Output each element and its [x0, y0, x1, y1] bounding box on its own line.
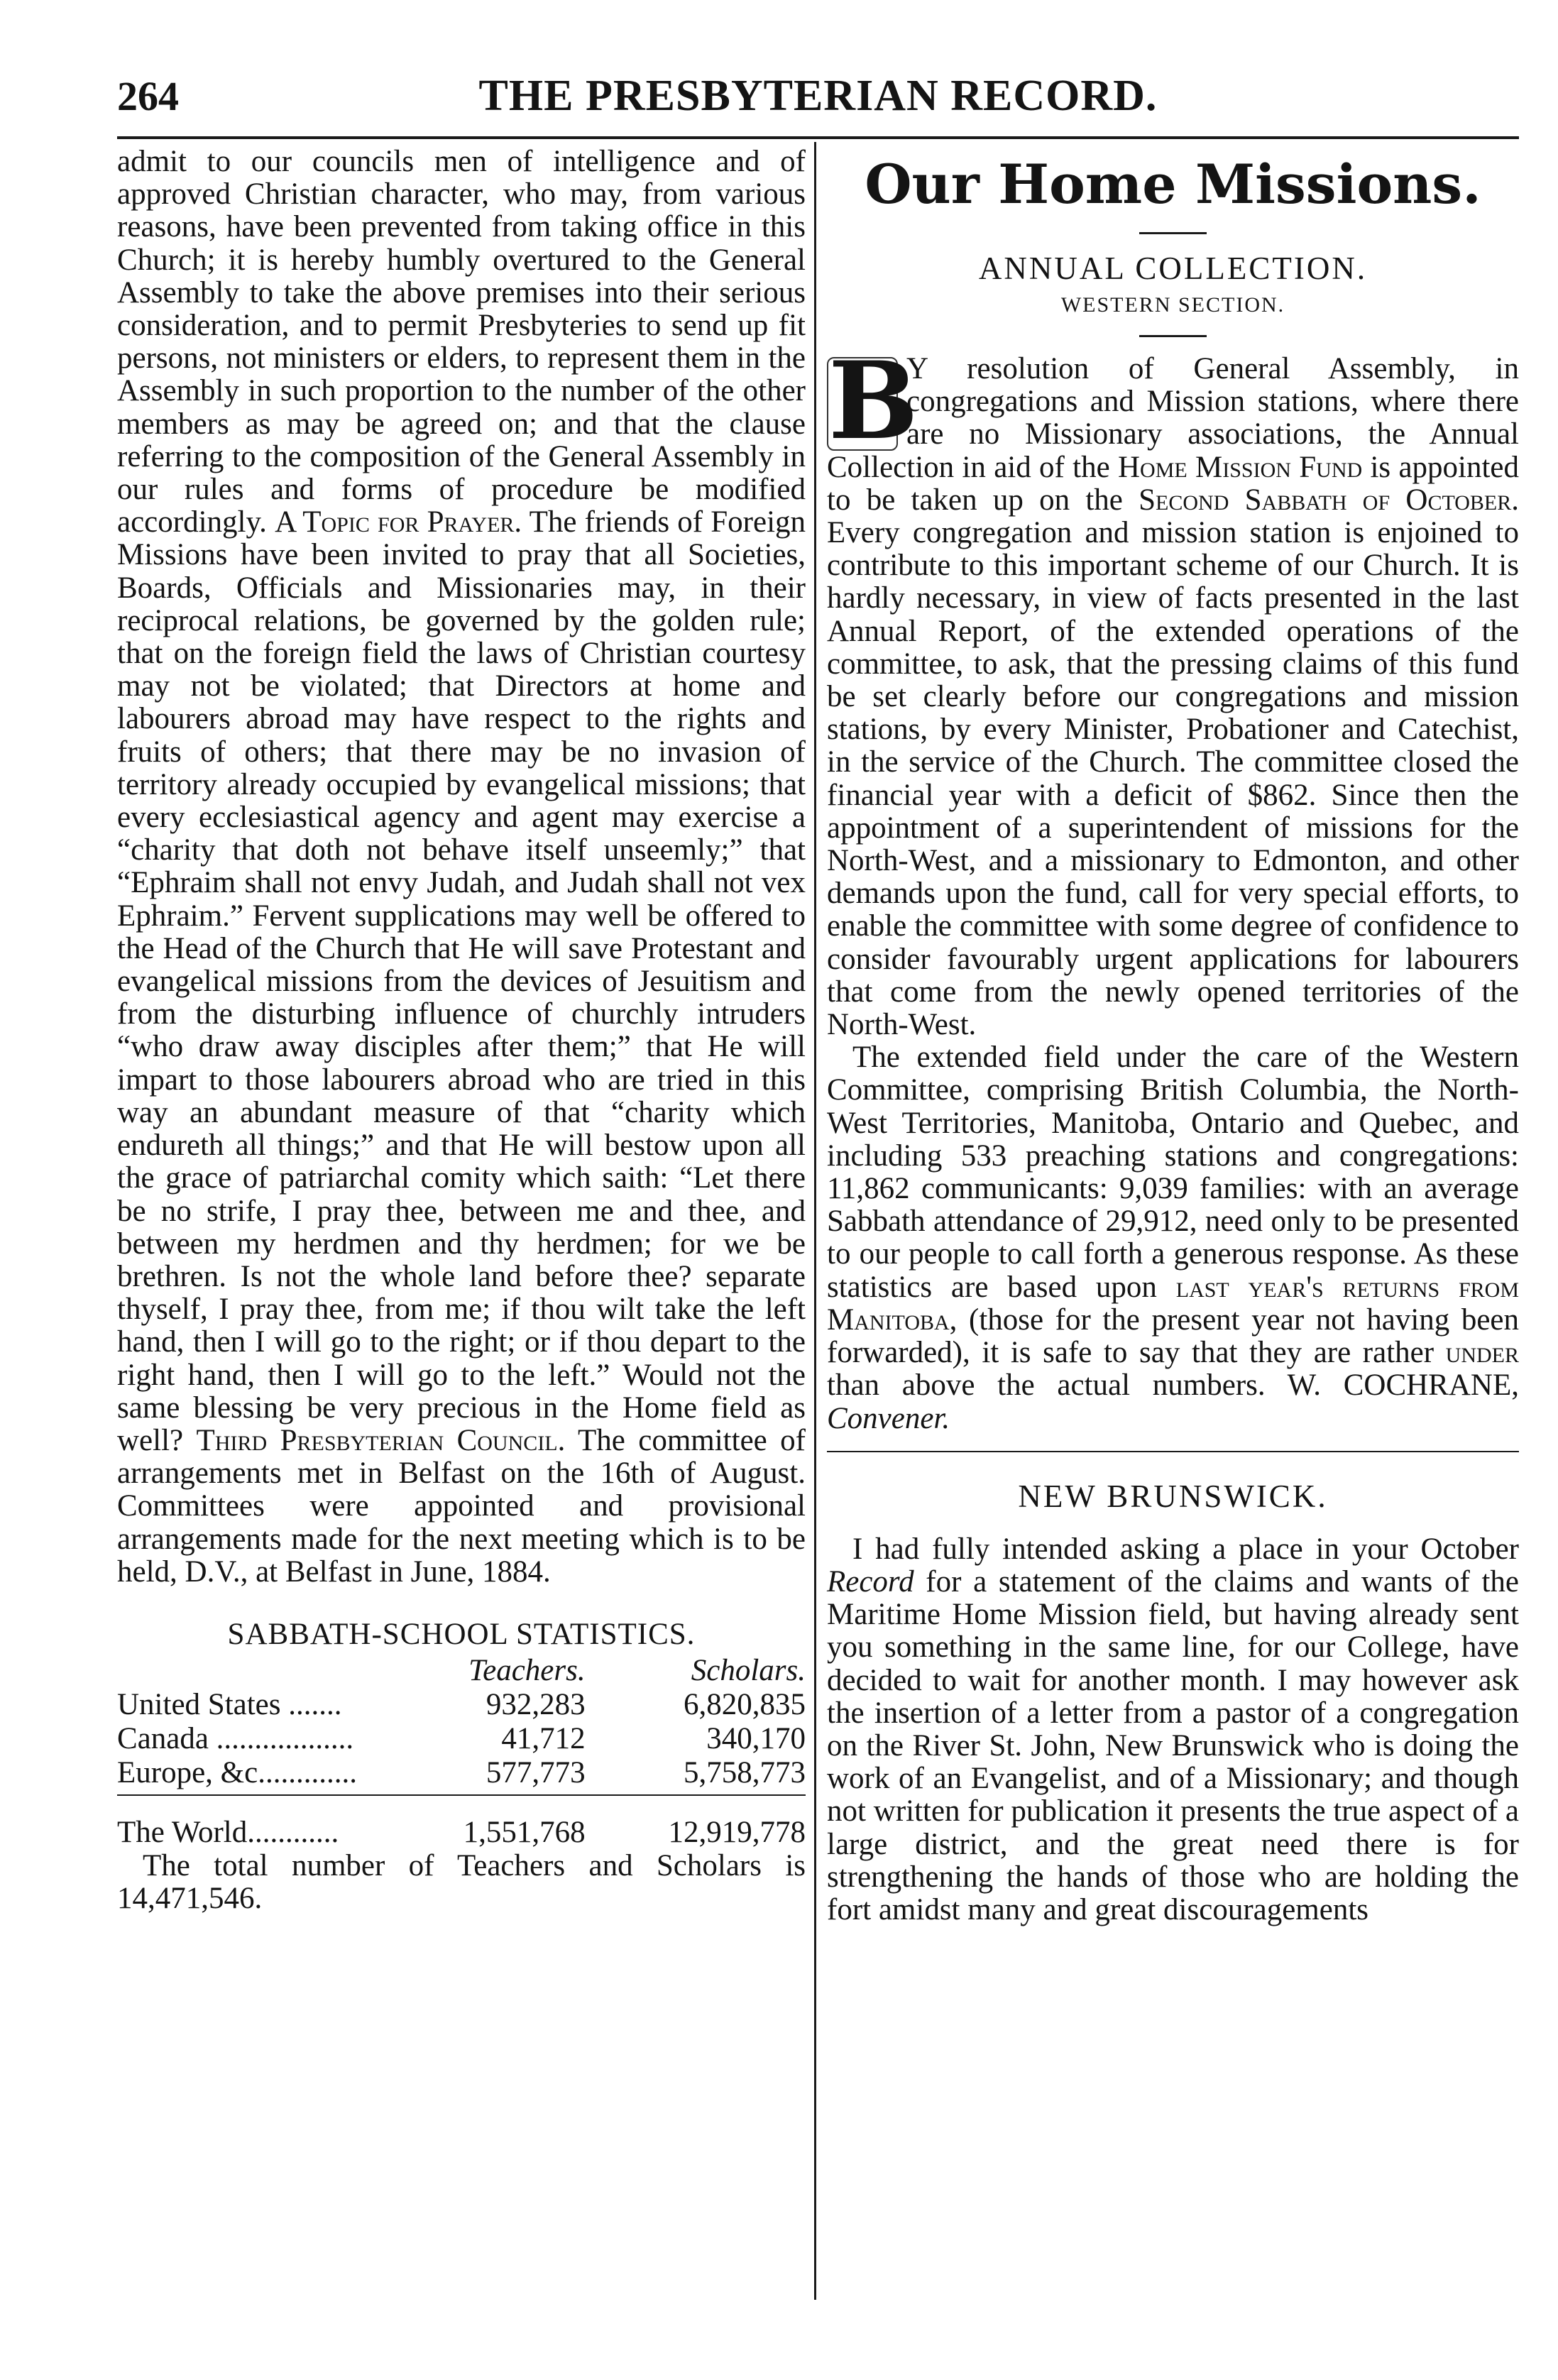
total-label: The World............: [117, 1815, 339, 1849]
teachers-value: 932,283: [485, 1687, 586, 1721]
topic-for-prayer-label: A Topic for Prayer.: [275, 505, 522, 539]
resolution-text: Y resolution of General Assembly, in congregations and Mission stations, where there are no Missionary associations, the Annual Collection in aid of the: [827, 352, 1519, 484]
table-row: [117, 1722, 806, 1756]
total-scholars: 12,919,778: [668, 1815, 806, 1849]
table-row: [117, 1756, 806, 1790]
appointed-text: is appointed to be taken up on the: [827, 450, 1520, 517]
stats-note: The total number of Teachers and Scholars is 14,471,546.: [117, 1848, 806, 1916]
row-label: Europe, &c.............: [117, 1755, 357, 1789]
right-column: [827, 146, 1519, 1926]
table-row: [117, 1688, 806, 1722]
prayer-text: The friends of Foreign Missions have been invited to pray that all Societies, Boards, Officials and Missionaries may, in their reciprocal relations, be governed by the golden rule; that on the foreign field the laws of Christian courtesy may not be violated; that Directors at home and labourers abroad may have respect to the rights and fruits of others; that there may be no invasion of territory already occupied by evangelical missions; that every ecclesiastical agency and agent may exercise a “charity that doth not behave itself unseemly;” that “Ephraim shall not envy Judah, and Judah shall not vex Ephraim.” Fervent supplications may well be offered to the Head of the Church that He will save Protestant and evangelical missions from the devices of Jesuitism and from the disturbing influence of churchly intruders “who draw away disciples after them;” that He will impart to those labourers abroad who are tried in this way an abundant measure of that “charity which endureth all things;” and that He will bestow upon all the grace of patriarchal comity which saith: “Let there be no strife, I pray thee, between me and thee, and between my herdmen and thy herdmen; for we be brethren. Is not the whole land before thee? separate thyself, I pray thee, from me; if thou wilt take the left hand, then I will go to the right; or if thou depart to the right hand, then I will go to the left.” Would not the same blessing be very precious in the Home field as well?: [117, 505, 806, 1457]
running-title: THE PRESBYTERIAN RECORD.: [478, 72, 1158, 120]
page-number: 264: [117, 73, 179, 119]
heading-rule: [1139, 335, 1207, 337]
western-section-heading: WESTERN SECTION.: [1060, 293, 1285, 317]
stats-table: [117, 1654, 806, 1850]
total-teachers: 1,551,768: [463, 1815, 586, 1849]
teachers-header: Teachers.: [468, 1653, 586, 1687]
nb-text-a: I had fully intended asking a place in your October: [852, 1532, 1519, 1566]
total-rule: [117, 1790, 806, 1795]
scholars-header: Scholars.: [691, 1653, 806, 1687]
annual-collection-paragraph: [827, 339, 1520, 1042]
numbers-text: than above the actual numbers.: [827, 1369, 1266, 1403]
under-label: under: [1445, 1336, 1519, 1370]
section-title: Our Home Missions.: [865, 153, 1481, 216]
row-label: Canada ..................: [117, 1721, 354, 1755]
scholars-value: 340,170: [706, 1721, 806, 1755]
council-text: The committee of arrangements met in Belfast on the 16th of August. Committees were appointed and provisional arrangements made for the next meeting which is to be held, D.V., at Belfast in June, 1884.: [117, 1423, 806, 1589]
signature-title: Convener.: [827, 1401, 950, 1435]
nb-record-label: Record: [827, 1564, 914, 1598]
western-field-paragraph: [827, 1041, 1519, 1435]
scholars-value: 6,820,835: [684, 1687, 806, 1721]
stats-title: SABBATH-SCHOOL STATISTICS.: [227, 1617, 696, 1651]
overture-text: admit to our councils men of intelligence and of approved Christian character, who may, from various reasons, have been prevented from taking office in this Church; it is hereby humbly overtured to the General Assembly to take the above premises into their serious consideration, and to permit Presbyteries to send up fit persons, not ministers or elders, to represent them in the Assembly in such proportion to the number of the other members as may be agreed on; and that the clause referring to the composition of the General Assembly in our rules and forms of procedure be modified accordingly.: [117, 145, 806, 539]
scholars-value: 5,758,773: [684, 1755, 806, 1789]
home-mission-fund-label: Home Mission Fund: [1118, 450, 1363, 484]
row-label: United States .......: [117, 1687, 342, 1721]
section-rule: [827, 1451, 1519, 1452]
second-sabbath-label: Second Sabbath of October.: [1139, 483, 1519, 517]
returns-label: last year's returns from Manitoba,: [827, 1270, 1519, 1337]
drop-cap: B: [828, 339, 918, 464]
signature-name: W. COCHRANE,: [1287, 1369, 1519, 1403]
third-council-label: Third Presbyterian Council.: [196, 1423, 566, 1457]
teachers-value: 577,773: [485, 1755, 586, 1789]
header-rule: [117, 136, 1519, 139]
new-brunswick-paragraph: [827, 1533, 1519, 1926]
annual-collection-heading: ANNUAL COLLECTION.: [978, 251, 1368, 286]
new-brunswick-heading: NEW BRUNSWICK.: [1018, 1478, 1328, 1514]
overture-paragraph: [117, 146, 806, 1589]
title-rule: [1139, 232, 1207, 234]
enjoined-text: Every congregation and mission station is enjoined to contribute to this important scheme of our Church. It is hardly necessary, in view of facts presented in the last Annual Report, of the extended operations of the committee, to ask, that the pressing claims of this fund be set clearly before our congregations and mission stations, by every Minister, Probationer and Catechist, in the service of the Church. The committee closed the financial year with a deficit of $862. Since then the appointment of a superintendent of missions for the North-West, and a missionary to Edmonton, and other demands upon the fund, call for very special efforts, to enable the committee with some degree of confidence to consider favourably urgent applications for labourers that come from the newly opened territories of the North-West.: [827, 516, 1519, 1042]
left-column: [117, 146, 806, 1915]
teachers-value: 41,712: [501, 1721, 586, 1755]
forwarded-text: (those for the present year not having been forwarded), it is safe to say that they are rather: [827, 1303, 1519, 1370]
page-header: [117, 71, 1519, 128]
field-text: The extended field under the care of the Western Committee, comprising British Columbia, the North-West Territories, Manitoba, Ontario and Quebec, and including 533 preaching stations and congregations: 11,862 communicants: 9,039 families: with an average Sabbath attendance of 29,912, need only to be presented to our people to call forth a generous response. As these statistics are based upon: [827, 1041, 1519, 1304]
column-divider: [814, 142, 816, 2300]
table-total-row: [117, 1795, 806, 1850]
stats-header-row: [117, 1654, 806, 1688]
nb-text-b: for a statement of the claims and wants of the Maritime Home Mission field, but having already sent you something in the same line, for our College, have decided to wait for another month. I may however ask the insertion of a letter from a pastor of a congregation on the River St. John, New Brunswick who is doing the work of an Evangelist, and of a Missionary; and though not written for publication it presents the true aspect of a large district, and the great need there is for strengthening the hands of those who are holding the fort amidst many and great discouragements: [827, 1564, 1520, 1926]
